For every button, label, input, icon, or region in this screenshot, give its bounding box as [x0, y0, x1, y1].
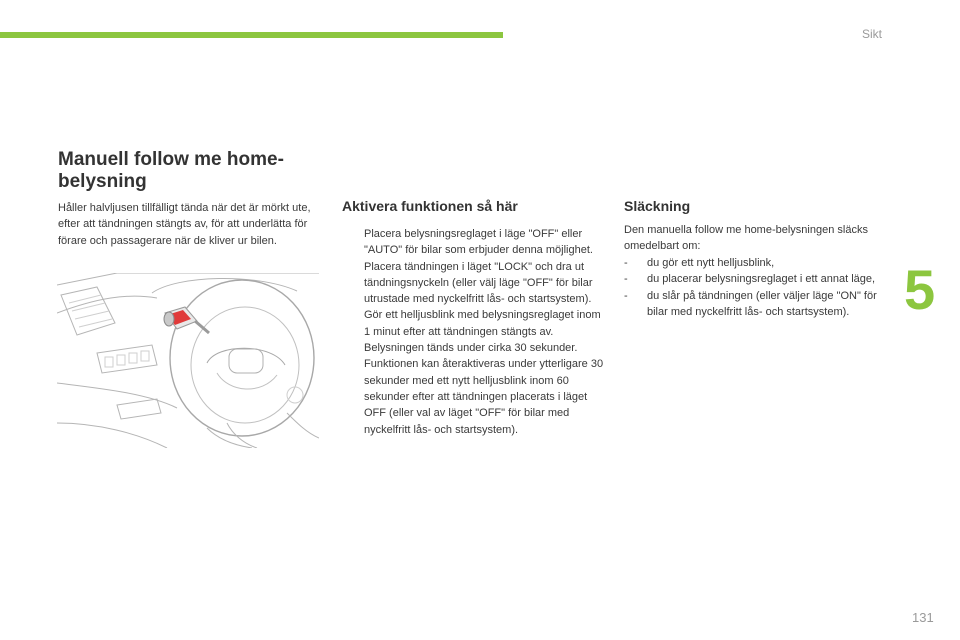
steering-column-illustration — [57, 273, 319, 448]
list-item — [342, 356, 604, 437]
dash-bullet: - — [624, 273, 628, 286]
deactivation-conditions — [624, 255, 884, 320]
list-item — [624, 271, 884, 287]
deactivate-intro: Den manuella follow me home-belysningen släcks omedelbart om: — [624, 224, 868, 253]
dash-bullet: - — [624, 289, 628, 302]
list-item — [342, 307, 604, 356]
activation-steps — [342, 226, 604, 438]
page-number: 131 — [912, 610, 934, 625]
step-text: Funktionen kan återaktiveras under ytterligare 30 sekunder med ett nytt helljusblink inom 60 sekunder efter att tändningen placerats i läget OFF (eller val av läget "OFF" för bilar med nyckelfritt lås- och startsystem). — [364, 358, 604, 436]
header-accent-bar — [0, 32, 503, 38]
chapter-number: 5 — [904, 258, 936, 321]
activate-heading: Aktivera funktionen så här — [342, 198, 518, 214]
deactivate-heading: Släckning — [624, 198, 691, 214]
page-title: Manuell follow me home-belysning — [58, 149, 284, 192]
condition-text: du gör ett nytt helljusblink, — [647, 257, 775, 269]
list-item — [342, 259, 604, 308]
step-text: Placera belysningsreglaget i läge "OFF" eller "AUTO" för bilar som erbjuder denna möjlighet. — [364, 228, 593, 257]
condition-text: du slår på tändningen (eller väljer läge "ON" för bilar med nyckelfritt lås- och startsystem). — [647, 289, 877, 318]
list-item — [342, 226, 604, 259]
section-label: Sikt — [862, 27, 883, 41]
step-text: Gör ett helljusblink med belysningsreglaget inom 1 minut efter att tändningen stängts av. Belysningen tänds under cirka 30 sekunder. — [364, 309, 601, 355]
list-item — [624, 288, 884, 321]
list-item — [624, 255, 884, 271]
condition-text: du placerar belysningsreglaget i ett annat läge, — [647, 273, 876, 286]
dash-bullet: - — [624, 257, 628, 269]
intro-text: Håller halvljusen tillfälligt tända när det är mörkt ute, efter att tändningen stängts av, för att underlätta för förare och passagerare när de kliver ur bilen. — [58, 202, 311, 247]
step-text: Placera tändningen i läget "LOCK" och dra ut tändningsnyckeln (eller välj läge "OFF" för bilar utrustade med nyckelfritt lås- och startsystem). — [364, 260, 593, 306]
